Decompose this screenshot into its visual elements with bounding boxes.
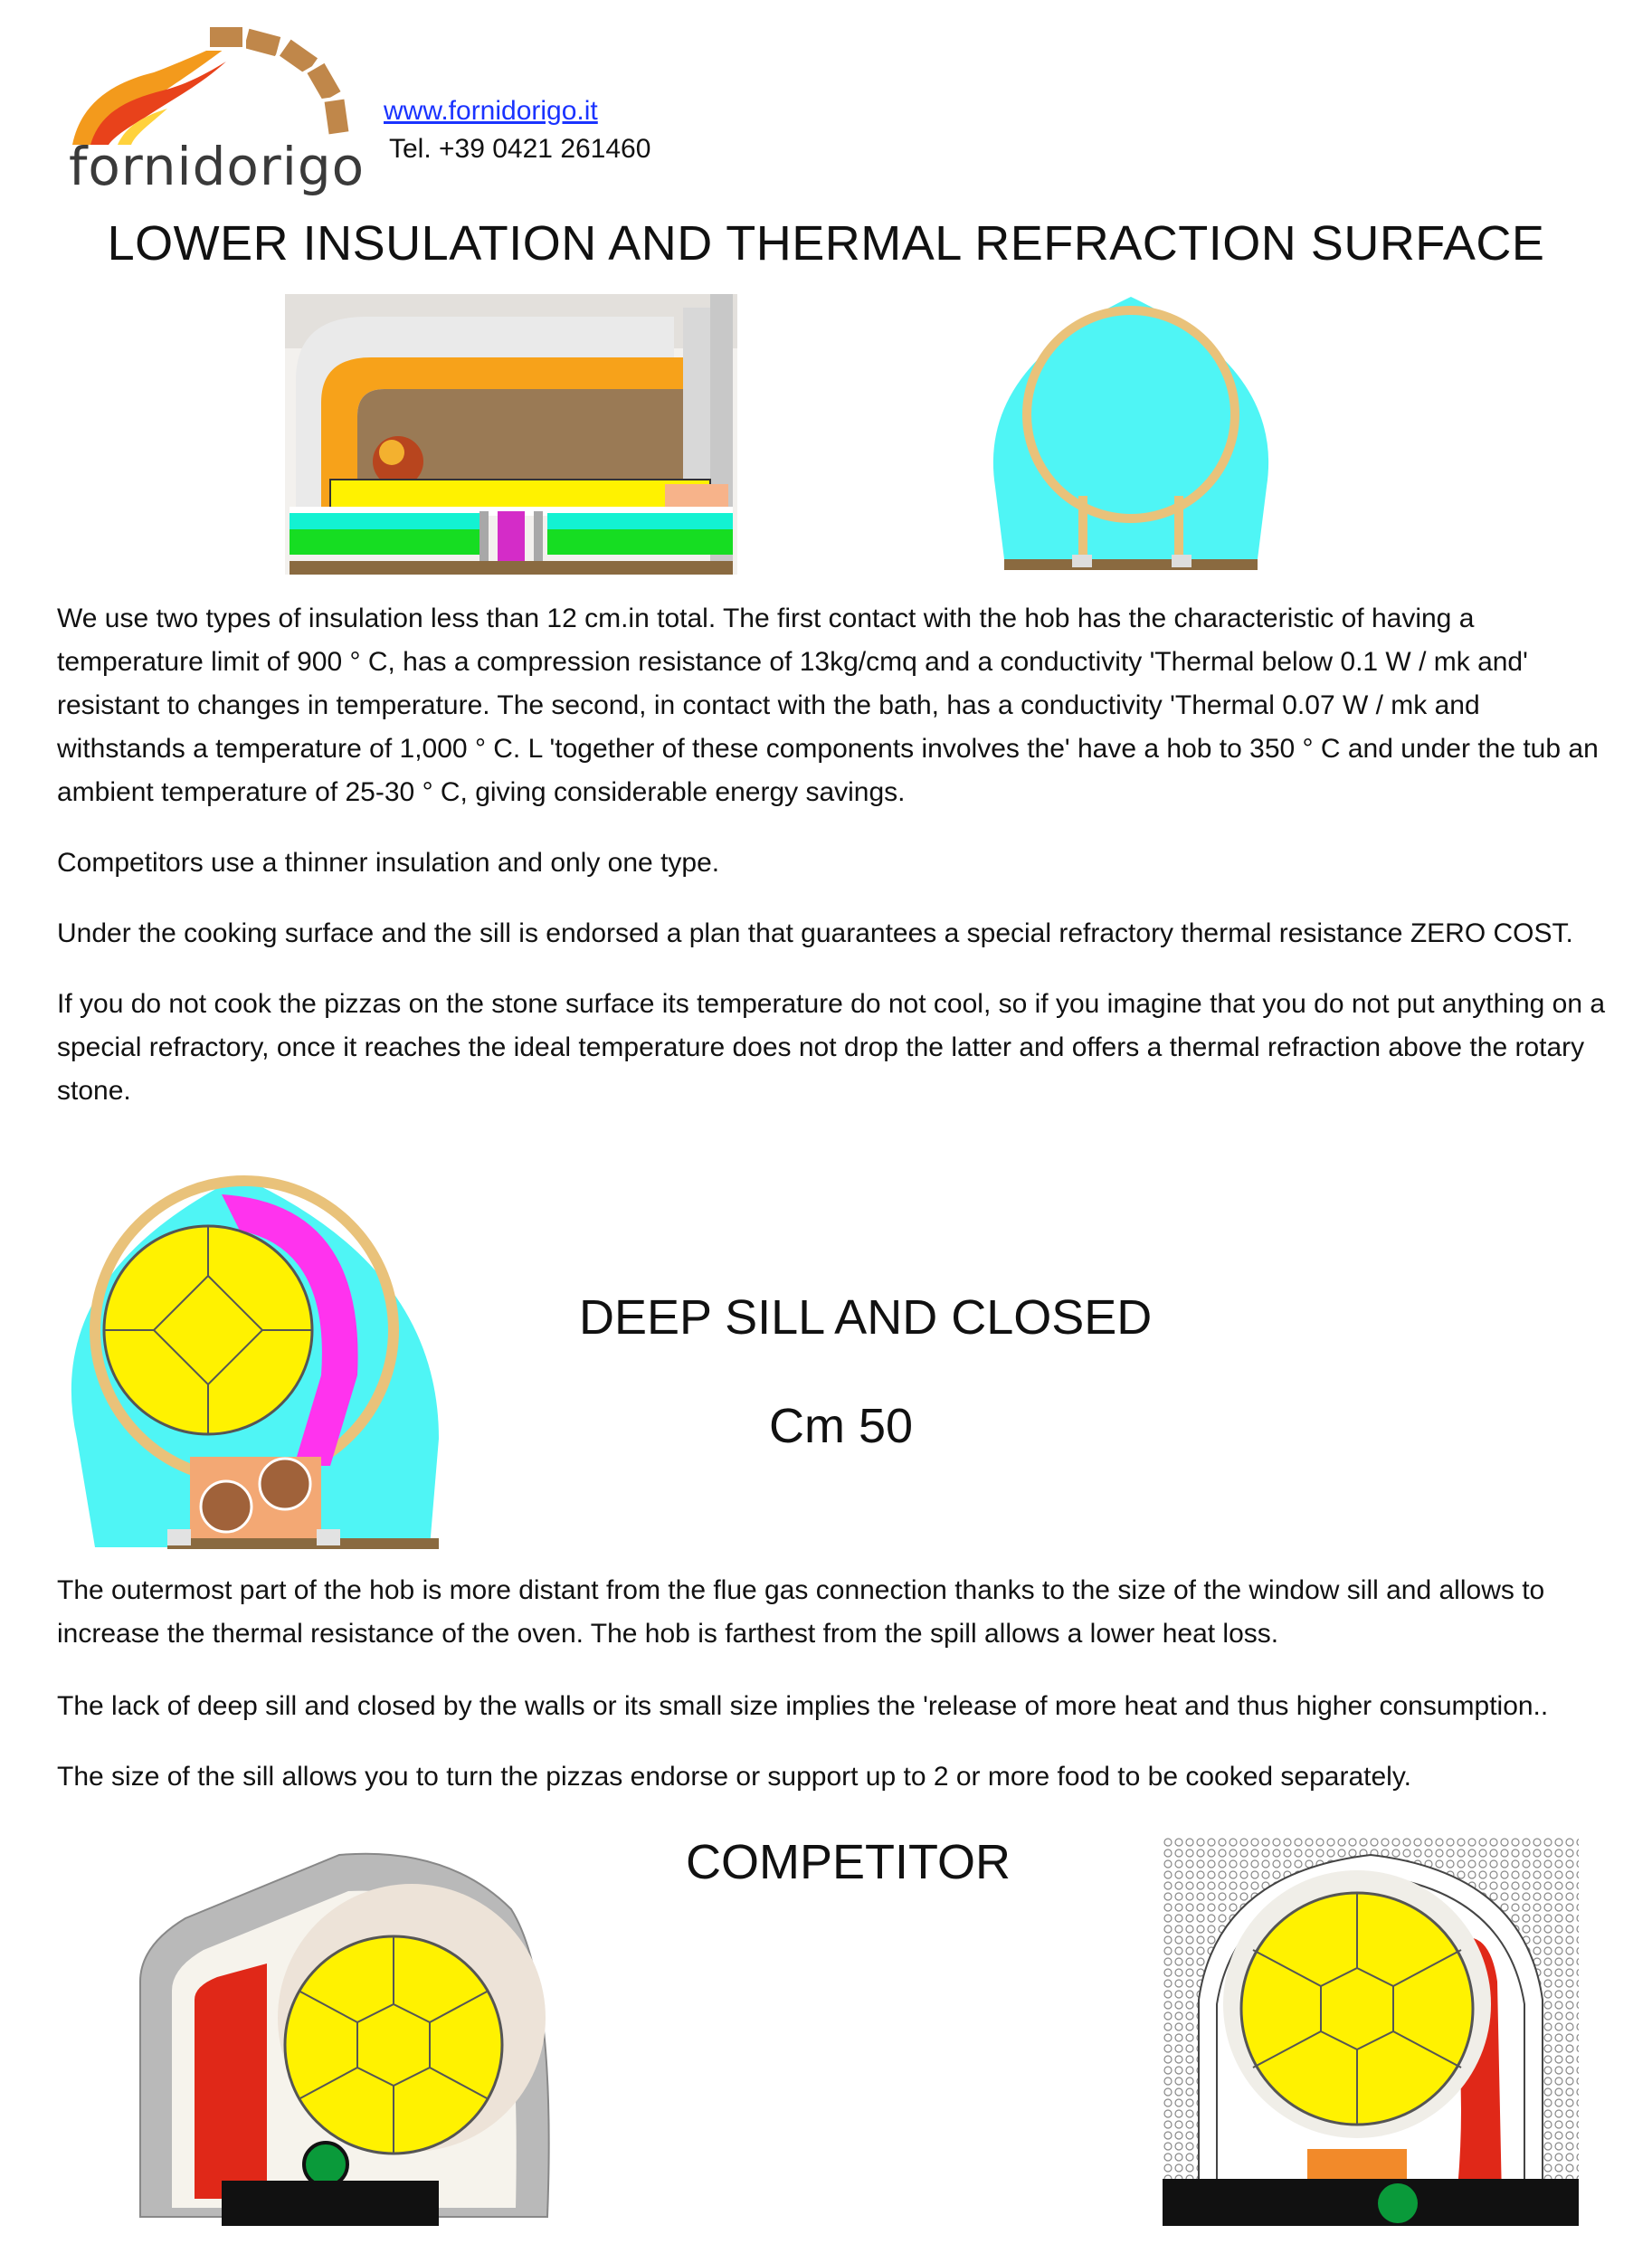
section3-title: COMPETITOR (686, 1835, 1011, 1889)
section2-subtitle: Cm 50 (769, 1399, 914, 1453)
section1-paragraph-1: We use two types of insulation less than 12 cm.in total. The first contact with the hob has the characteristic of having a temperature limit of 900 ° C, has a compression resistance of 13kg/cmq and a conductivity 'Thermal below 0.1 W / mk and' resistant to changes in temperature. The second, in contact with the bath, has a conductivity 'Thermal 0.07 W / mk and withstands a temperature of 1,000 ° C. L 'together of these components involves the' have a hob to 350 ° C and under the tub an ambient temperature of 25-30 ° C, giving considerable energy savings. (57, 604, 1599, 807)
section1-paragraph-2: Competitors use a thinner insulation and only one type. (57, 848, 720, 878)
phone-number: Tel. +39 0421 261460 (389, 134, 651, 164)
section1-paragraph-4: If you do not cook the pizzas on the stone surface its temperature do not cool, so if you imagine that you do not put anything on a special refractory, once it reaches the ideal temperature does not drop the latter and offers a thermal refraction above the rotary stone. (57, 989, 1606, 1106)
oven-cross-section-figure (285, 290, 737, 579)
section2-paragraph-3: The size of the sill allows you to turn the pizzas endorse or support up to 2 or more food to be cooked separately. (57, 1762, 1411, 1792)
website-link[interactable]: www.fornidorigo.it (384, 96, 598, 126)
logo (63, 18, 371, 208)
section1-title: LOWER INSULATION AND THERMAL REFRACTION SURFACE (107, 216, 1545, 271)
oven-plan-view-figure (986, 288, 1276, 577)
section2-paragraph-2: The lack of deep sill and closed by the walls or its small size implies the 'release of more heat and thus higher consumption.. (57, 1691, 1549, 1721)
section2-title: DEEP SILL AND CLOSED (579, 1290, 1153, 1345)
competitor-oven-figure-2 (1163, 1837, 1579, 2226)
logo-text: fornidorigo (69, 136, 366, 197)
deep-sill-plan-figure (59, 1167, 448, 1556)
logo-arch-icon (63, 18, 371, 154)
section1-paragraph-3: Under the cooking surface and the sill is endorsed a plan that guarantees a special refractory thermal resistance ZERO COST. (57, 918, 1573, 948)
competitor-oven-figure-1 (131, 1846, 565, 2226)
section2-paragraph-1: The outermost part of the hob is more distant from the flue gas connection thanks to the size of the window sill and allows to increase the thermal resistance of the oven. The hob is farthest from the spill allows a lower heat loss. (57, 1575, 1545, 1649)
